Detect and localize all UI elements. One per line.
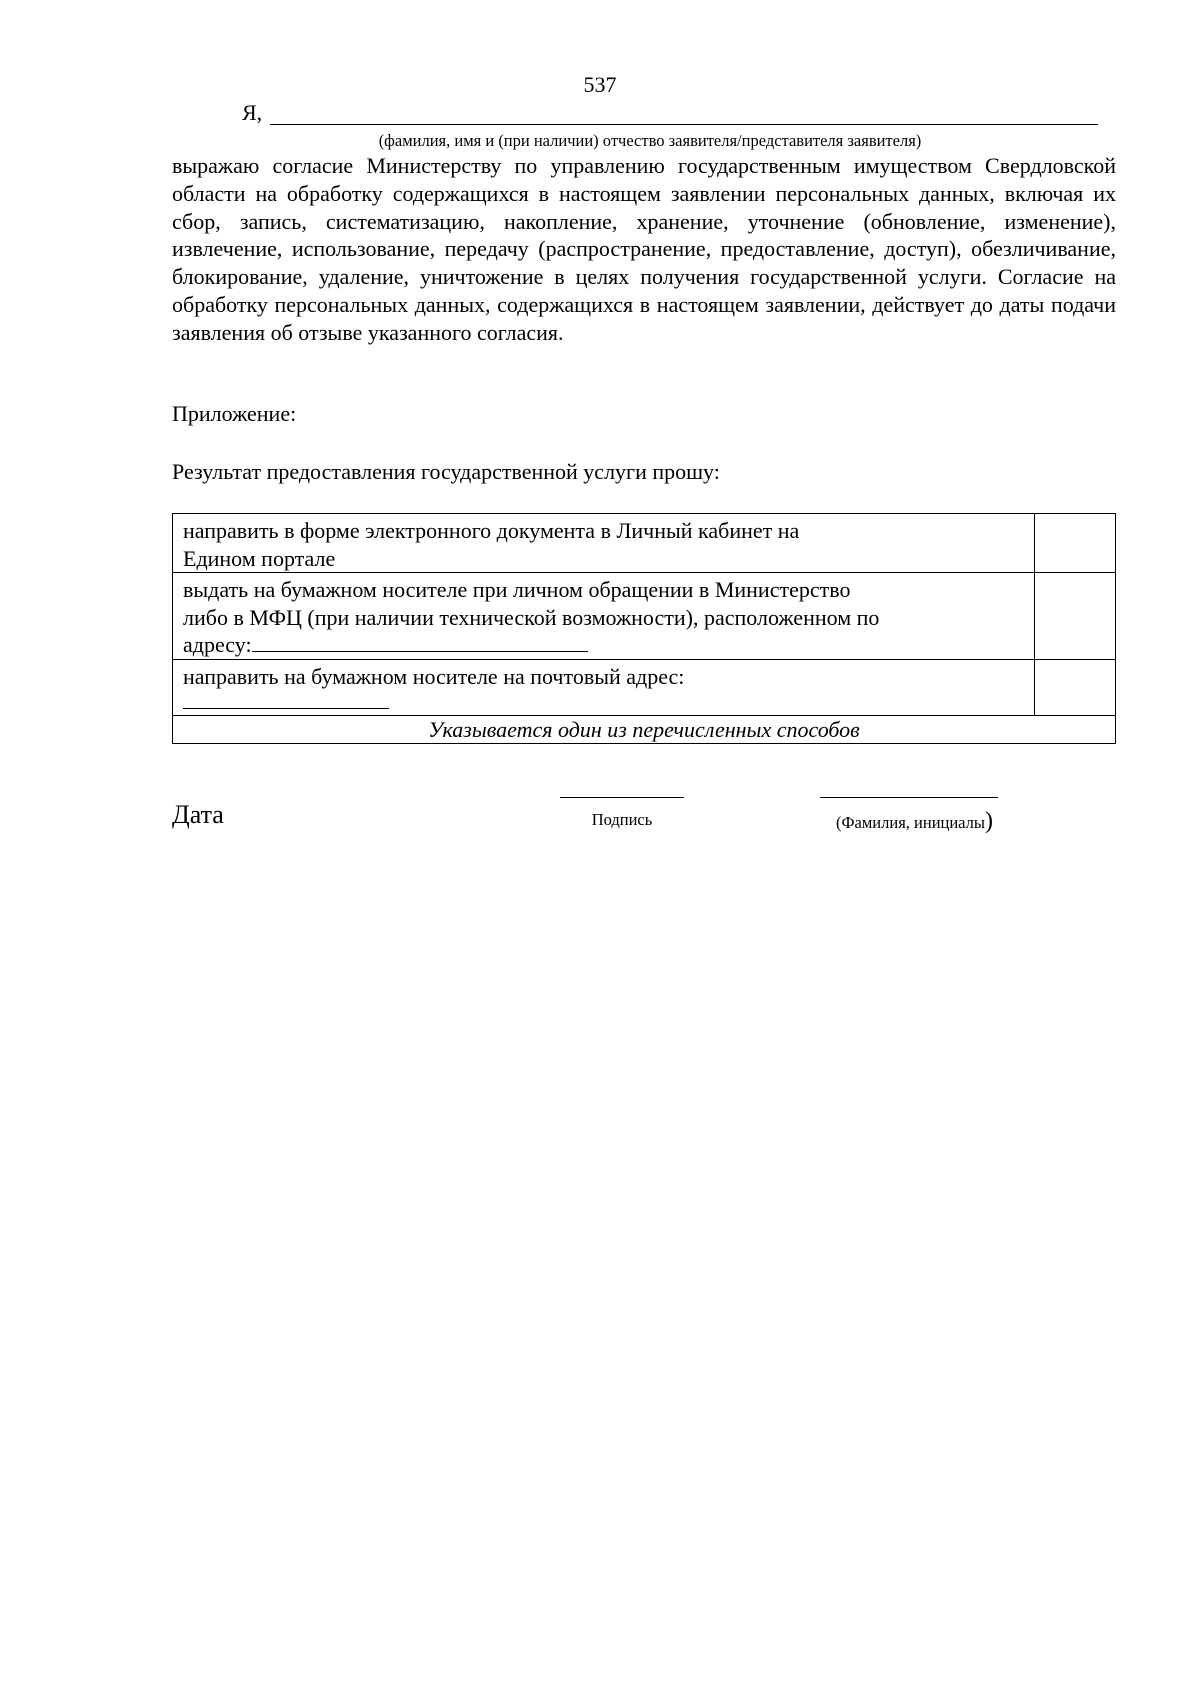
delivery-options-table xyxy=(172,513,1116,744)
option-paper-in-person-text xyxy=(173,573,1035,660)
name-initials-blank[interactable] xyxy=(820,797,998,798)
option-row-electronic xyxy=(173,514,1116,573)
option-paper-mail-checkbox[interactable] xyxy=(1035,659,1116,715)
applicant-name-blank[interactable] xyxy=(270,124,1098,125)
applicant-name-line xyxy=(242,100,1100,128)
name-initials-label xyxy=(836,808,993,835)
address-blank[interactable] xyxy=(252,633,588,652)
option-electronic-text xyxy=(173,514,1035,573)
option-paper-in-person-line3: адресу: xyxy=(183,632,252,657)
option-row-paper-in-person xyxy=(173,573,1116,660)
name-initials-label-close: ) xyxy=(984,808,993,834)
option-electronic-checkbox[interactable] xyxy=(1035,514,1116,573)
signature-blank[interactable] xyxy=(560,797,684,798)
options-note: Указывается один из перечисленных способов xyxy=(173,715,1116,744)
option-row-paper-mail xyxy=(173,659,1116,715)
name-initials-label-text: (Фамилия, инициалы xyxy=(836,813,985,832)
option-paper-mail-line1: направить на бумажном носителе на почтовый адрес: xyxy=(183,663,685,689)
page-number: 537 xyxy=(583,72,617,97)
option-row-note xyxy=(173,715,1116,744)
applicant-name-hint: (фамилия, имя и (при наличии) отчество заявителя/представителя заявителя) xyxy=(378,131,922,150)
postal-address-blank[interactable] xyxy=(183,690,389,709)
appendix-label: Приложение: xyxy=(172,401,297,426)
date-label: Дата xyxy=(172,800,224,829)
result-intro: Результат предоставления государственной услуги прошу: xyxy=(172,459,720,484)
consent-paragraph: выражаю согласие Министерству по управлению государственным имуществом Свердловской области на обработку содержащихся в настоящем заявлении персональных данных, включая их сбор, запись, систематизацию, накопление, хранение, уточнение (обновление, изменение), извлечение, использование, передачу (распространение, предоставление, доступ), обезличивание, блокирование, удаление, уничтожение в целях получения государственной услуги. Согласие на обработку персональных данных, содержащихся в настоящем заявлении, действует до даты подачи заявления об отзыве указанного согласия. xyxy=(172,153,1116,345)
applicant-prefix: Я, xyxy=(242,100,263,125)
option-paper-mail-text xyxy=(173,659,1035,715)
signature-label: Подпись xyxy=(591,810,653,829)
option-paper-in-person-line2: либо в МФЦ (при наличии технической возможности), расположенном по xyxy=(183,604,880,630)
option-electronic-line2: Едином портале xyxy=(183,545,336,571)
option-paper-in-person-line1: выдать на бумажном носителе при личном обращении в Министерство xyxy=(183,577,851,602)
option-paper-in-person-checkbox[interactable] xyxy=(1035,573,1116,660)
option-electronic-line1: направить в форме электронного документа в Личный кабинет на xyxy=(183,518,800,543)
